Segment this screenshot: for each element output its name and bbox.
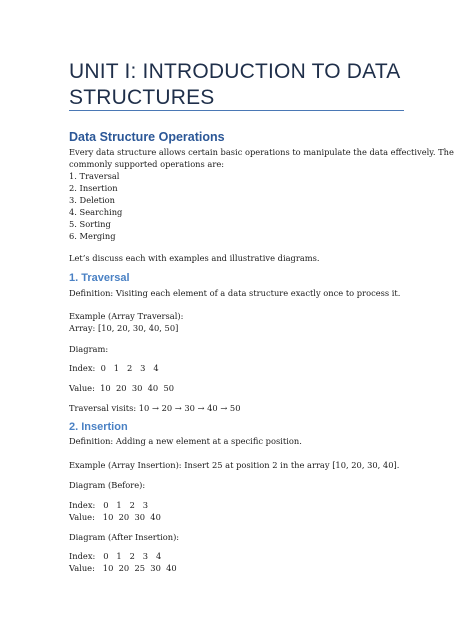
traversal-diagram-label: Diagram: <box>69 344 109 354</box>
insertion-definition: Definition: Adding a new element at a specific position. <box>69 436 302 446</box>
traversal-definition: Definition: Visiting each element of a data structure exactly once to process it. <box>69 288 401 298</box>
intro-line-1: Every data structure allows certain basic operations to manipulate the data effectively. The <box>69 147 454 157</box>
traversal-visits: Traversal visits: 10 → 20 → 30 → 40 → 50 <box>69 403 241 413</box>
list-item: 6. Merging <box>69 231 116 241</box>
page-title-line-1: UNIT I: INTRODUCTION TO DATA <box>69 60 401 83</box>
insertion-heading: 2. Insertion <box>69 421 128 433</box>
list-item: 2. Insertion <box>69 183 118 193</box>
insertion-before-index: Index: 0 1 2 3 <box>69 500 149 510</box>
list-item: 1. Traversal <box>69 171 120 181</box>
discuss-text: Let’s discuss each with examples and illustrative diagrams. <box>69 253 320 263</box>
insertion-example: Example (Array Insertion): Insert 25 at position 2 in the array [10, 20, 30, 40]. <box>69 460 400 470</box>
traversal-array: Array: [10, 20, 30, 40, 50] <box>69 323 179 333</box>
list-item: 4. Searching <box>69 207 123 217</box>
intro-line-2: commonly supported operations are: <box>69 159 225 169</box>
list-item: 5. Sorting <box>69 219 111 229</box>
traversal-index-row: Index: 0 1 2 3 4 <box>69 363 159 373</box>
traversal-example: Example (Array Traversal): <box>69 311 184 321</box>
traversal-value-row: Value: 10 20 30 40 50 <box>69 383 175 393</box>
section-heading: Data Structure Operations <box>69 130 225 144</box>
insertion-before-value: Value: 10 20 30 40 <box>69 512 161 522</box>
list-item: 3. Deletion <box>69 195 116 205</box>
insertion-after-label: Diagram (After Insertion): <box>69 532 180 542</box>
page-title-line-2: STRUCTURES <box>69 86 215 109</box>
insertion-before-label: Diagram (Before): <box>69 480 146 490</box>
insertion-after-value: Value: 10 20 25 30 40 <box>69 563 177 573</box>
traversal-heading: 1. Traversal <box>69 272 130 284</box>
title-divider <box>69 110 404 111</box>
insertion-after-index: Index: 0 1 2 3 4 <box>69 551 162 561</box>
